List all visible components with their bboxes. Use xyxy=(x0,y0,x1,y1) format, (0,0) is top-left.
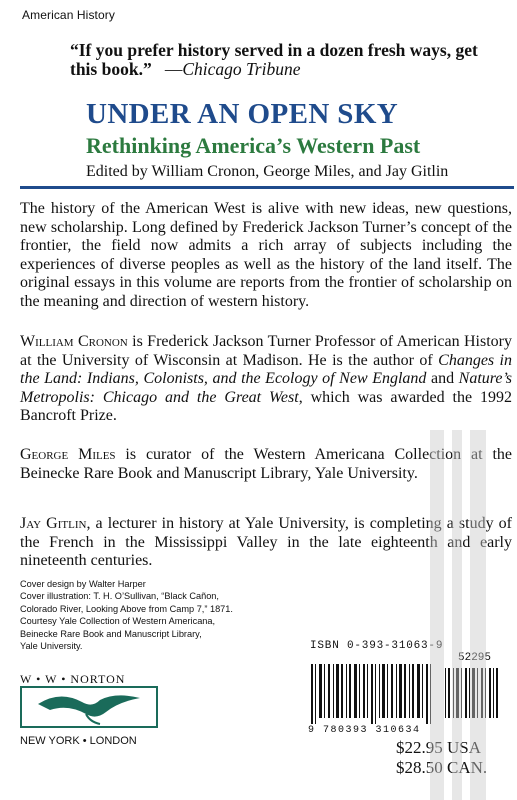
seagull-logo-icon xyxy=(20,686,158,728)
price-code: 52295 xyxy=(458,652,492,664)
publisher-cities: NEW YORK • LONDON xyxy=(20,735,137,747)
quote-text: “If you prefer history served in a dozen fresh ways, get this book.” xyxy=(70,40,478,79)
book-subtitle: Rethinking America’s Western Past xyxy=(86,133,421,158)
credit-line: Courtesy Yale Collection of Western Americana, xyxy=(20,616,216,627)
bio-gitlin: Jay Gitlin, a lecturer in history at Yale University, is completing a study of the French in the Mississippi Valley in the late eighteenth and early nineteenth centuries. xyxy=(20,515,512,570)
credit-line: Yale University. xyxy=(20,641,83,652)
category-label: American History xyxy=(22,8,115,22)
book-title: UNDER AN OPEN SKY xyxy=(86,98,399,130)
editors-line: Edited by William Cronon, George Miles, and Jay Gitlin xyxy=(86,163,449,180)
credit-line: Colorado River, Looking Above from Camp 7,” 1871. xyxy=(20,603,233,614)
credit-line: Cover illustration: T. H. O’Sullivan, “Black Cañon, xyxy=(20,591,219,602)
watermark-band xyxy=(430,430,444,800)
book-title-ref: Nature’s Metropolis: Chicago and the Great West xyxy=(20,370,513,406)
watermark-band xyxy=(470,430,486,800)
price-usa: $22.95 USA xyxy=(396,738,482,757)
credit-line: Beinecke Rare Book and Manuscript Library, xyxy=(20,628,202,639)
divider-rule xyxy=(20,186,514,189)
bio-miles: George Miles is curator of the Western Americana Collection at the Beinecke Rare Book and Manuscript Library, Yale University. xyxy=(20,446,512,482)
price-canada: $28.50 CAN. xyxy=(396,758,488,777)
bio-name: Jay Gitlin xyxy=(20,515,87,532)
bio-cronon: William Cronon is Frederick Jackson Turner Professor of American History at the University of Wisconsin at Madison. He is the author of Changes in the Land: Indians, Colonists, and the Ecology of New England and Nature’s Metropolis: Chicago and the Great West, which was awarded the 1992 Bancroft Prize. xyxy=(20,333,513,425)
description-paragraph: The history of the American West is alive with new ideas, new questions, new scholarship. Long defined by Frederick Jackson Turner’s concept of the frontier, the field now admits a rich array of subjects including the experiences of diverse peoples as well as the history of the land itself. The original essays in this volume are reports from the frontier of scholarship on the meaning and direction of western history. xyxy=(20,200,512,310)
credit-line: Cover design by Walter Harper xyxy=(20,579,146,589)
publisher-name: W • W • NORTON xyxy=(20,672,126,686)
bio-name: William Cronon xyxy=(20,333,128,350)
cover-credits xyxy=(20,578,310,652)
review-quote xyxy=(70,41,500,79)
book-title-ref: Changes in the Land: Indians, Colonists, and the Ecology of New England xyxy=(20,351,512,388)
isbn-label: ISBN 0-393-31063-9 xyxy=(310,640,444,652)
ean-number: 9 780393 310634 xyxy=(308,725,421,736)
quote-source: —Chicago Tribune xyxy=(156,59,301,79)
bio-name: George Miles xyxy=(20,446,116,463)
watermark-band xyxy=(452,430,462,800)
